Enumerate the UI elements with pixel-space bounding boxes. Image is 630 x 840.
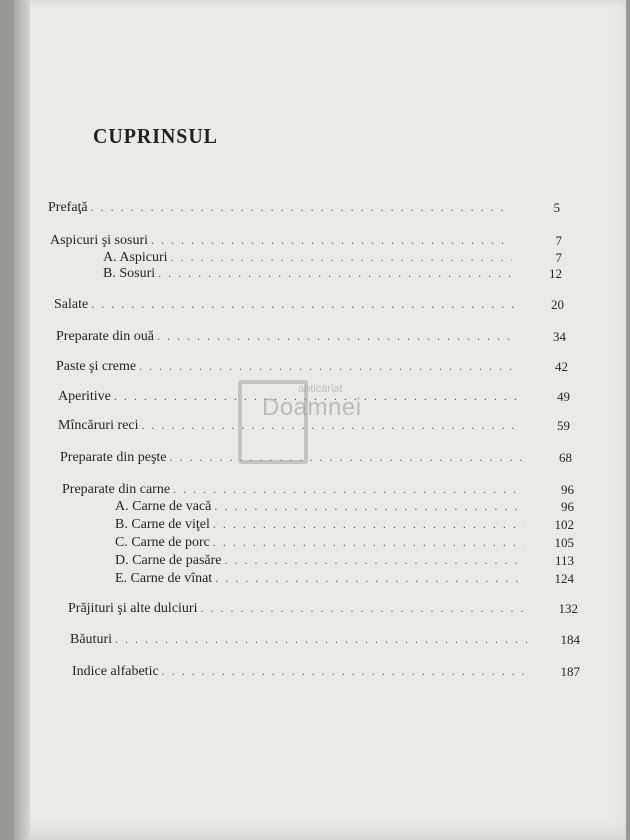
toc-entry-page: 49 xyxy=(557,389,570,404)
dot-leader xyxy=(213,517,524,532)
dot-leader xyxy=(170,450,522,465)
page-title: CUPRINSUL xyxy=(93,124,218,148)
dot-leader xyxy=(139,359,518,374)
toc-entry-page: 102 xyxy=(554,517,574,532)
toc-subentry xyxy=(115,571,574,587)
toc-entry-page: 7 xyxy=(555,250,562,265)
dot-leader xyxy=(214,499,524,514)
dot-leader xyxy=(173,482,524,497)
toc-entry-page: 105 xyxy=(554,535,574,550)
toc-entry-page: 34 xyxy=(553,329,566,344)
toc-entry-label: A. Aspicuri xyxy=(103,250,168,265)
toc-entry xyxy=(70,632,580,648)
toc-entry-label: Paste şi creme xyxy=(56,359,137,374)
toc-subentry xyxy=(115,553,574,569)
watermark-text: Doamnei xyxy=(262,394,362,421)
book-spine xyxy=(14,0,30,840)
toc-entry xyxy=(56,329,566,345)
toc-entry xyxy=(62,482,574,498)
toc-entry xyxy=(56,359,568,375)
toc-entry-page: 12 xyxy=(549,266,562,281)
toc-subentry xyxy=(103,266,562,282)
toc-subentry xyxy=(103,250,562,266)
toc-entry-label: B. Carne de viţel xyxy=(115,517,210,532)
dot-leader xyxy=(171,250,512,265)
dot-leader xyxy=(115,632,530,647)
toc-entry-label: Salate xyxy=(54,297,89,312)
toc-entry-label: Indice alfabetic xyxy=(72,664,159,679)
toc-entry xyxy=(48,200,560,216)
dot-leader xyxy=(157,329,516,344)
watermark-subtext: anticariat xyxy=(298,383,343,395)
dot-leader xyxy=(91,297,514,312)
toc-entry-label: Prăjituri şi alte dulciuri xyxy=(68,601,198,616)
toc-entry-page: 7 xyxy=(555,233,562,248)
dot-leader xyxy=(225,553,524,568)
dot-leader xyxy=(151,233,512,248)
toc-entry xyxy=(68,601,578,617)
dot-leader xyxy=(162,664,530,679)
toc-entry-page: 59 xyxy=(557,418,570,433)
toc-entry-label: B. Sosuri xyxy=(103,266,156,281)
dot-leader xyxy=(158,266,512,281)
toc-entry-label: Preparate din ouă xyxy=(56,329,154,344)
toc-entry-page: 124 xyxy=(554,571,574,586)
toc-subentry xyxy=(115,499,574,515)
toc-entry-page: 5 xyxy=(553,200,560,215)
dot-leader xyxy=(200,601,528,616)
toc-entry-label: Aperitive xyxy=(58,389,111,404)
toc-entry-page: 132 xyxy=(558,601,578,616)
toc-entry-label: A. Carne de vacă xyxy=(115,499,212,514)
dot-leader xyxy=(91,200,510,215)
toc-entry-label: C. Carne de porc xyxy=(115,535,210,550)
dot-leader xyxy=(215,571,524,586)
toc-entry-page: 187 xyxy=(560,664,580,679)
toc-entry-page: 96 xyxy=(561,499,574,514)
toc-entry-label: Prefaţă xyxy=(48,200,88,215)
toc-entry-label: E. Carne de vînat xyxy=(115,571,213,586)
toc-entry-label: Preparate din carne xyxy=(62,482,171,497)
toc-entry-label: Preparate din peşte xyxy=(60,450,167,465)
toc-entry-page: 68 xyxy=(559,450,572,465)
toc-entry-page: 96 xyxy=(561,482,574,497)
dot-leader xyxy=(213,535,524,550)
toc-entry-page: 184 xyxy=(560,632,580,647)
toc-entry-page: 42 xyxy=(555,359,568,374)
toc-entry xyxy=(50,233,562,249)
toc-entry-label: D. Carne de pasăre xyxy=(115,553,222,568)
toc-entry-page: 20 xyxy=(551,297,564,312)
toc-entry xyxy=(54,297,564,313)
toc-entry-label: Mîncăruri reci xyxy=(58,418,139,433)
toc-entry xyxy=(72,664,580,680)
toc-subentry xyxy=(115,517,574,533)
toc-entry-label: Băuturi xyxy=(70,632,112,647)
toc-subentry xyxy=(115,535,574,551)
toc-entry-label: Aspicuri şi sosuri xyxy=(50,233,148,248)
toc-entry-page: 113 xyxy=(554,553,574,568)
